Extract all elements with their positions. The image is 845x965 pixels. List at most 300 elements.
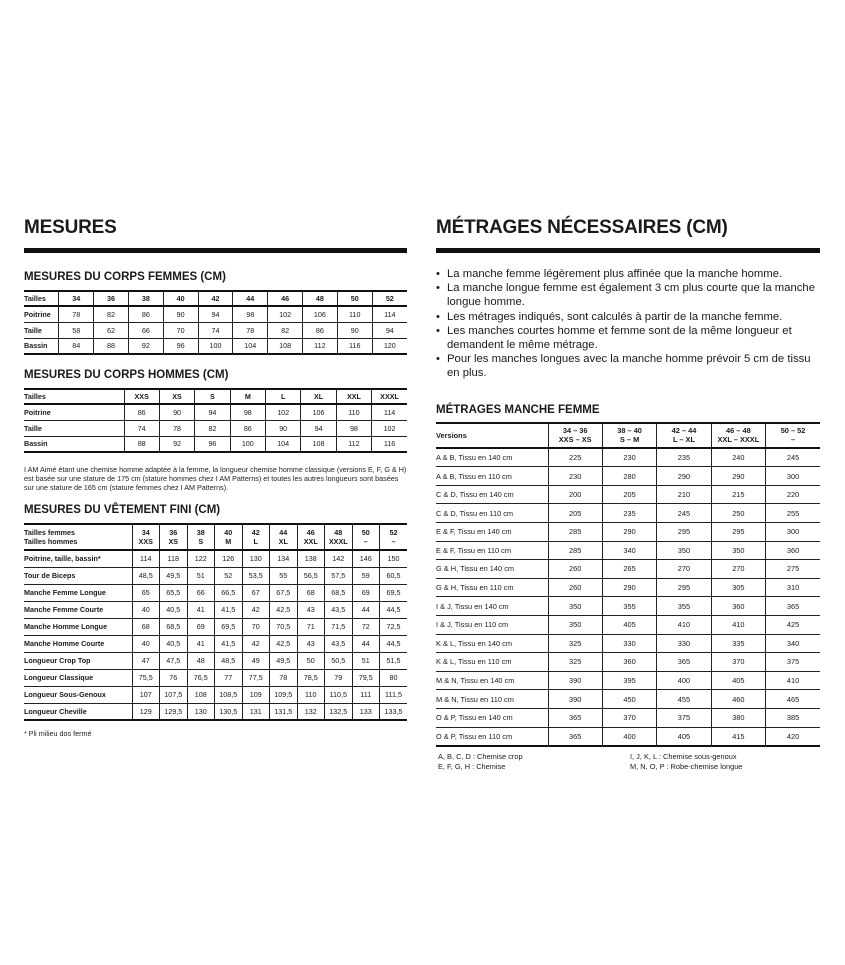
table-cell: 51,5: [380, 652, 408, 669]
table-cell: 360: [711, 597, 765, 616]
table-cell: 390: [548, 671, 602, 690]
table-cell: 265: [602, 560, 656, 579]
legend-line: A, B, C, D : Chemise crop: [438, 752, 523, 762]
table-cell: Manche Femme Courte: [24, 605, 104, 614]
table-cell: 400: [602, 727, 656, 746]
header-cell: [352, 524, 380, 550]
table-cell: 90: [159, 404, 194, 420]
version-legend: [436, 752, 820, 771]
table-cell: 220: [766, 485, 820, 504]
header-cell: Tailles: [24, 392, 46, 401]
table-cell: 116: [372, 436, 407, 452]
table-cell: 40: [132, 635, 160, 652]
table-cell: 86: [230, 420, 265, 436]
table-row: [436, 504, 820, 523]
table-cell: 102: [372, 420, 407, 436]
table-cell: 245: [657, 504, 711, 523]
table-cell: 350: [657, 541, 711, 560]
table-cell: 69: [187, 618, 215, 635]
header-cell: 34: [59, 291, 94, 306]
table-cell: 109,5: [270, 686, 298, 703]
table-row: [24, 618, 407, 635]
table-cell: 116: [337, 338, 372, 354]
header-label-cell: Versions: [436, 430, 467, 440]
table-cell: 86: [124, 404, 159, 420]
table-row: [24, 601, 407, 618]
table-cell: 255: [766, 504, 820, 523]
table-cell: Tour de Biceps: [24, 571, 76, 580]
table-cell: 340: [766, 634, 820, 653]
table-cell: 51: [187, 567, 215, 584]
header-cell: [215, 524, 243, 550]
table-cell: I & J, Tissu en 110 cm: [436, 620, 509, 630]
table-cell: 460: [711, 690, 765, 709]
table-cell: 131,5: [270, 703, 298, 720]
table-cell: 280: [602, 467, 656, 486]
header-cell: [160, 524, 188, 550]
table-cell: 285: [548, 541, 602, 560]
table-cell: 40,5: [160, 601, 188, 618]
header-cell: [711, 423, 765, 448]
header-cell: M: [230, 389, 265, 404]
table-cell: 43: [297, 635, 325, 652]
table-cell: 142: [325, 550, 353, 567]
table-cell: 365: [657, 653, 711, 672]
header-cell: 38: [128, 291, 163, 306]
table-cell: 106: [303, 306, 338, 322]
size-men: XXXL: [328, 537, 348, 546]
size-women: 48: [334, 528, 343, 537]
table-row: [436, 708, 820, 727]
table-cell: 44: [352, 601, 380, 618]
header-cell: 52: [372, 291, 407, 306]
table-cell: 43: [297, 601, 325, 618]
size-women: 44: [279, 528, 288, 537]
size-range-letters: XXL – XXXL: [717, 435, 760, 445]
size-range-letters: L – XL: [672, 435, 695, 445]
size-label-women: Tailles femmes: [24, 528, 76, 537]
header-cell: 42: [198, 291, 233, 306]
table-cell: 71: [297, 618, 325, 635]
table-cell: 94: [301, 420, 336, 436]
bullet-item: • La manche femme légèrement plus affinée que la manche homme.: [436, 267, 820, 281]
table-row: [24, 652, 407, 669]
table-cell: I & J, Tissu en 140 cm: [436, 601, 509, 611]
table-row: [24, 420, 407, 436]
table-cell: 310: [766, 578, 820, 597]
table-cell: Bassin: [24, 439, 48, 449]
table-row: [436, 615, 820, 634]
table-cell: 72,5: [380, 618, 408, 635]
table-cell: 350: [548, 615, 602, 634]
table-row: [24, 550, 407, 567]
table-row: [436, 560, 820, 579]
table-cell: 130: [242, 550, 270, 567]
table-cell: 270: [657, 560, 711, 579]
table-cell: 66: [128, 322, 163, 338]
table-cell: 110: [336, 404, 371, 420]
size-men: XXS: [138, 537, 153, 546]
table-cell: 43,5: [325, 635, 353, 652]
header-cell: [602, 423, 656, 448]
header-cell: [242, 524, 270, 550]
finished-table: [24, 523, 407, 721]
table-cell: 100: [198, 338, 233, 354]
table-cell: 110,5: [325, 686, 353, 703]
table-cell: 78: [59, 306, 94, 322]
table-cell: 82: [268, 322, 303, 338]
table-cell: 305: [711, 578, 765, 597]
size-men: L: [253, 537, 258, 546]
table-cell: 295: [657, 578, 711, 597]
size-women: 42: [251, 528, 260, 537]
table-cell: 55: [270, 567, 298, 584]
title-rule: [24, 248, 407, 253]
table-cell: 68: [132, 618, 160, 635]
table-cell: G & H, Tissu en 140 cm: [436, 564, 515, 574]
header-cell: [132, 524, 160, 550]
table-cell: 405: [602, 615, 656, 634]
table-cell: 70: [242, 618, 270, 635]
table-cell: 395: [602, 671, 656, 690]
table-cell: Poitrine: [24, 309, 51, 319]
size-women: 38: [196, 528, 205, 537]
bullet-item: • Les manches courtes homme et femme sont de la même longueur et demandent le même métrage.: [436, 324, 820, 352]
table-cell: K & L, Tissu en 110 cm: [436, 657, 512, 667]
size-range: 38 – 40: [617, 426, 642, 436]
header-cell: 36: [94, 291, 129, 306]
table-cell: 84: [59, 338, 94, 354]
table-cell: Taille: [24, 423, 42, 433]
bullet-item: • La manche longue femme est également 3 cm plus courte que la manche longue homme.: [436, 281, 820, 309]
table-row: [24, 306, 407, 322]
table-cell: 410: [657, 615, 711, 634]
table-cell: 90: [163, 306, 198, 322]
table-cell: 138: [297, 550, 325, 567]
table-cell: 76: [160, 669, 188, 686]
table-cell: 65,5: [160, 584, 188, 601]
header-cell: [548, 423, 602, 448]
table-cell: 112: [336, 436, 371, 452]
bullet-item: • Pour les manches longues avec la manche homme prévoir 5 cm de tissu en plus.: [436, 352, 820, 380]
table-cell: 225: [548, 448, 602, 467]
table-cell: K & L, Tissu en 140 cm: [436, 638, 512, 648]
table-cell: O & P, Tissu en 110 cm: [436, 731, 513, 741]
yardage-title: MÉTRAGES MANCHE FEMME: [436, 403, 600, 416]
table-cell: 360: [766, 541, 820, 560]
table-cell: A & B, Tissu en 110 cm: [436, 471, 512, 481]
table-cell: 106: [301, 404, 336, 420]
table-cell: 350: [711, 541, 765, 560]
table-cell: 330: [602, 634, 656, 653]
header-cell: [270, 524, 298, 550]
table-cell: 210: [657, 485, 711, 504]
table-cell: 53,5: [242, 567, 270, 584]
table-cell: 132: [297, 703, 325, 720]
legend-col-2: [630, 752, 820, 771]
legend-line: E, F, G, H : Chemise: [438, 761, 506, 771]
table-cell: 114: [372, 404, 407, 420]
table-cell: 355: [657, 597, 711, 616]
header-cell: 50: [337, 291, 372, 306]
table-cell: 335: [711, 634, 765, 653]
table-cell: 360: [602, 653, 656, 672]
table-cell: 290: [657, 467, 711, 486]
table-row: [436, 727, 820, 746]
table-cell: 390: [548, 690, 602, 709]
table-row: [24, 567, 407, 584]
table-cell: M & N, Tissu en 140 cm: [436, 676, 515, 686]
table-cell: 250: [711, 504, 765, 523]
table-cell: 60,5: [380, 567, 408, 584]
header-cell: [657, 423, 711, 448]
table-cell: 200: [548, 485, 602, 504]
header-cell: XL: [301, 389, 336, 404]
table-cell: 295: [711, 523, 765, 542]
table-cell: 50: [297, 652, 325, 669]
header-cell: S: [195, 389, 230, 404]
table-cell: 300: [766, 467, 820, 486]
table-cell: 71,5: [325, 618, 353, 635]
table-cell: 98: [233, 306, 268, 322]
table-cell: 78: [233, 322, 268, 338]
table-cell: 415: [711, 727, 765, 746]
table-cell: 76,5: [187, 669, 215, 686]
table-cell: 108,5: [215, 686, 243, 703]
table-cell: 56,5: [297, 567, 325, 584]
table-cell: 385: [766, 708, 820, 727]
table-cell: 420: [766, 727, 820, 746]
title-rule-right: [436, 248, 820, 253]
size-range: 50 – 52: [780, 426, 806, 436]
header-cell: XXXL: [372, 389, 407, 404]
men-body-table: [24, 388, 407, 453]
header-cell: XXS: [124, 389, 159, 404]
table-cell: Manche Homme Courte: [24, 639, 105, 648]
table-cell: 88: [94, 338, 129, 354]
table-cell: 82: [94, 306, 129, 322]
table-cell: 78: [270, 669, 298, 686]
women-body-table: [24, 290, 407, 355]
table-cell: 370: [711, 653, 765, 672]
table-cell: 275: [766, 560, 820, 579]
table-cell: 42,5: [270, 601, 298, 618]
table-cell: 118: [160, 550, 188, 567]
table-cell: 41,5: [215, 635, 243, 652]
size-range: 46 – 48: [726, 426, 751, 436]
table-row: [436, 653, 820, 672]
footnote: * Pli milieu dos fermé: [24, 729, 92, 738]
table-cell: 79,5: [352, 669, 380, 686]
table-cell: 68,5: [160, 618, 188, 635]
table-cell: 375: [657, 708, 711, 727]
table-cell: 112: [303, 338, 338, 354]
table-cell: 92: [128, 338, 163, 354]
table-cell: 94: [195, 404, 230, 420]
table-cell: 78,5: [297, 669, 325, 686]
table-cell: 111: [352, 686, 380, 703]
size-men: XXL: [303, 537, 318, 546]
table-row: [436, 448, 820, 467]
size-range: 42 – 44: [671, 426, 697, 436]
header-cell: Tailles: [24, 294, 46, 303]
table-cell: 235: [602, 504, 656, 523]
size-range-letters: –: [790, 435, 796, 445]
table-cell: 126: [215, 550, 243, 567]
table-cell: 129: [132, 703, 160, 720]
table-cell: 51: [352, 652, 380, 669]
table-cell: 290: [711, 467, 765, 486]
finished-title: MESURES DU VÊTEMENT FINI (CM): [24, 504, 221, 516]
size-women: 40: [224, 528, 233, 537]
table-row: [436, 485, 820, 504]
table-cell: Longueur Crop Top: [24, 656, 91, 665]
women-body-title: MESURES DU CORPS FEMMES (CM): [24, 271, 226, 283]
table-row: [24, 322, 407, 338]
table-cell: 260: [548, 560, 602, 579]
table-cell: 130: [187, 703, 215, 720]
table-cell: 49,5: [270, 652, 298, 669]
table-cell: 134: [270, 550, 298, 567]
size-men: S: [198, 537, 204, 546]
table-cell: 340: [602, 541, 656, 560]
table-cell: 70: [163, 322, 198, 338]
table-cell: 133,5: [380, 703, 408, 720]
header-cell: L: [266, 389, 301, 404]
table-cell: 90: [337, 322, 372, 338]
table-cell: C & D, Tissu en 140 cm: [436, 490, 514, 500]
table-cell: 92: [159, 436, 194, 452]
table-cell: 130,5: [215, 703, 243, 720]
table-cell: 49: [242, 652, 270, 669]
table-cell: 245: [766, 448, 820, 467]
yardage-column: [436, 216, 820, 771]
table-cell: 48: [187, 652, 215, 669]
size-women: 34: [141, 528, 150, 537]
table-cell: 355: [602, 597, 656, 616]
table-cell: 400: [657, 671, 711, 690]
table-cell: 50,5: [325, 652, 353, 669]
table-cell: 365: [766, 597, 820, 616]
table-cell: 410: [711, 615, 765, 634]
size-range: 34 – 36: [562, 426, 588, 436]
size-men: M: [225, 537, 232, 546]
table-cell: M & N, Tissu en 110 cm: [436, 694, 514, 704]
table-cell: 108: [301, 436, 336, 452]
table-cell: 41: [187, 635, 215, 652]
size-men: –: [391, 537, 396, 546]
header-cell: [325, 524, 353, 550]
table-cell: 69,5: [215, 618, 243, 635]
table-cell: 325: [548, 634, 602, 653]
table-cell: 44,5: [380, 635, 408, 652]
table-cell: 41,5: [215, 601, 243, 618]
table-cell: 330: [657, 634, 711, 653]
table-cell: 74: [124, 420, 159, 436]
table-cell: 62: [94, 322, 129, 338]
table-cell: 47: [132, 652, 160, 669]
table-cell: 59: [352, 567, 380, 584]
header-cell: [766, 423, 820, 448]
table-cell: 111,5: [380, 686, 408, 703]
table-cell: 131: [242, 703, 270, 720]
size-men: XL: [278, 537, 288, 546]
size-range-letters: S – M: [619, 435, 640, 445]
table-row: [24, 584, 407, 601]
table-cell: C & D, Tissu en 110 cm: [436, 508, 514, 518]
header-cell: XXL: [336, 389, 371, 404]
table-cell: 94: [198, 306, 233, 322]
size-range-letters: XXS – XS: [558, 435, 592, 445]
table-row: [24, 703, 407, 720]
table-cell: 98: [230, 404, 265, 420]
table-cell: 114: [132, 550, 160, 567]
measurements-title: MESURES: [24, 217, 117, 238]
table-cell: E & F, Tissu en 110 cm: [436, 545, 512, 555]
table-row: [24, 436, 407, 452]
table-cell: 90: [266, 420, 301, 436]
table-cell: 285: [548, 523, 602, 542]
table-cell: Taille: [24, 325, 42, 335]
table-cell: 94: [372, 322, 407, 338]
table-cell: 40: [132, 601, 160, 618]
table-cell: Bassin: [24, 341, 48, 351]
table-cell: 69,5: [380, 584, 408, 601]
table-cell: 44: [352, 635, 380, 652]
size-men: XS: [168, 537, 179, 546]
table-cell: 42: [242, 601, 270, 618]
header-cell: 46: [268, 291, 303, 306]
table-cell: 410: [766, 671, 820, 690]
table-cell: 465: [766, 690, 820, 709]
legend-col-1: [436, 752, 523, 771]
table-cell: 96: [163, 338, 198, 354]
table-cell: 290: [602, 523, 656, 542]
table-cell: 290: [602, 578, 656, 597]
table-cell: Longueur Cheville: [24, 706, 87, 716]
table-cell: O & P, Tissu en 140 cm: [436, 713, 513, 723]
header-label-cell: [24, 524, 132, 550]
table-cell: 104: [233, 338, 268, 354]
table-cell: 150: [380, 550, 408, 567]
table-cell: 380: [711, 708, 765, 727]
table-cell: 66: [187, 584, 215, 601]
table-row: [24, 686, 407, 703]
size-women: 46: [306, 528, 315, 537]
table-cell: 65: [132, 584, 160, 601]
header-cell: [297, 524, 325, 550]
table-row: [24, 404, 407, 420]
table-cell: 240: [711, 448, 765, 467]
table-cell: 47,5: [160, 652, 188, 669]
measurements-column: [24, 216, 407, 738]
table-cell: 52: [215, 567, 243, 584]
table-cell: 42,5: [270, 635, 298, 652]
table-cell: 68: [297, 584, 325, 601]
table-cell: 425: [766, 615, 820, 634]
table-cell: 230: [548, 467, 602, 486]
men-body-title: MESURES DU CORPS HOMMES (CM): [24, 369, 229, 381]
table-cell: 110: [297, 686, 325, 703]
table-cell: 107,5: [160, 686, 188, 703]
table-cell: Manche Femme Longue: [24, 588, 106, 597]
table-cell: 42: [242, 635, 270, 652]
table-cell: 120: [372, 338, 407, 354]
table-row: [436, 523, 820, 542]
table-cell: 58: [59, 322, 94, 338]
table-cell: 133: [352, 703, 380, 720]
table-cell: 300: [766, 523, 820, 542]
